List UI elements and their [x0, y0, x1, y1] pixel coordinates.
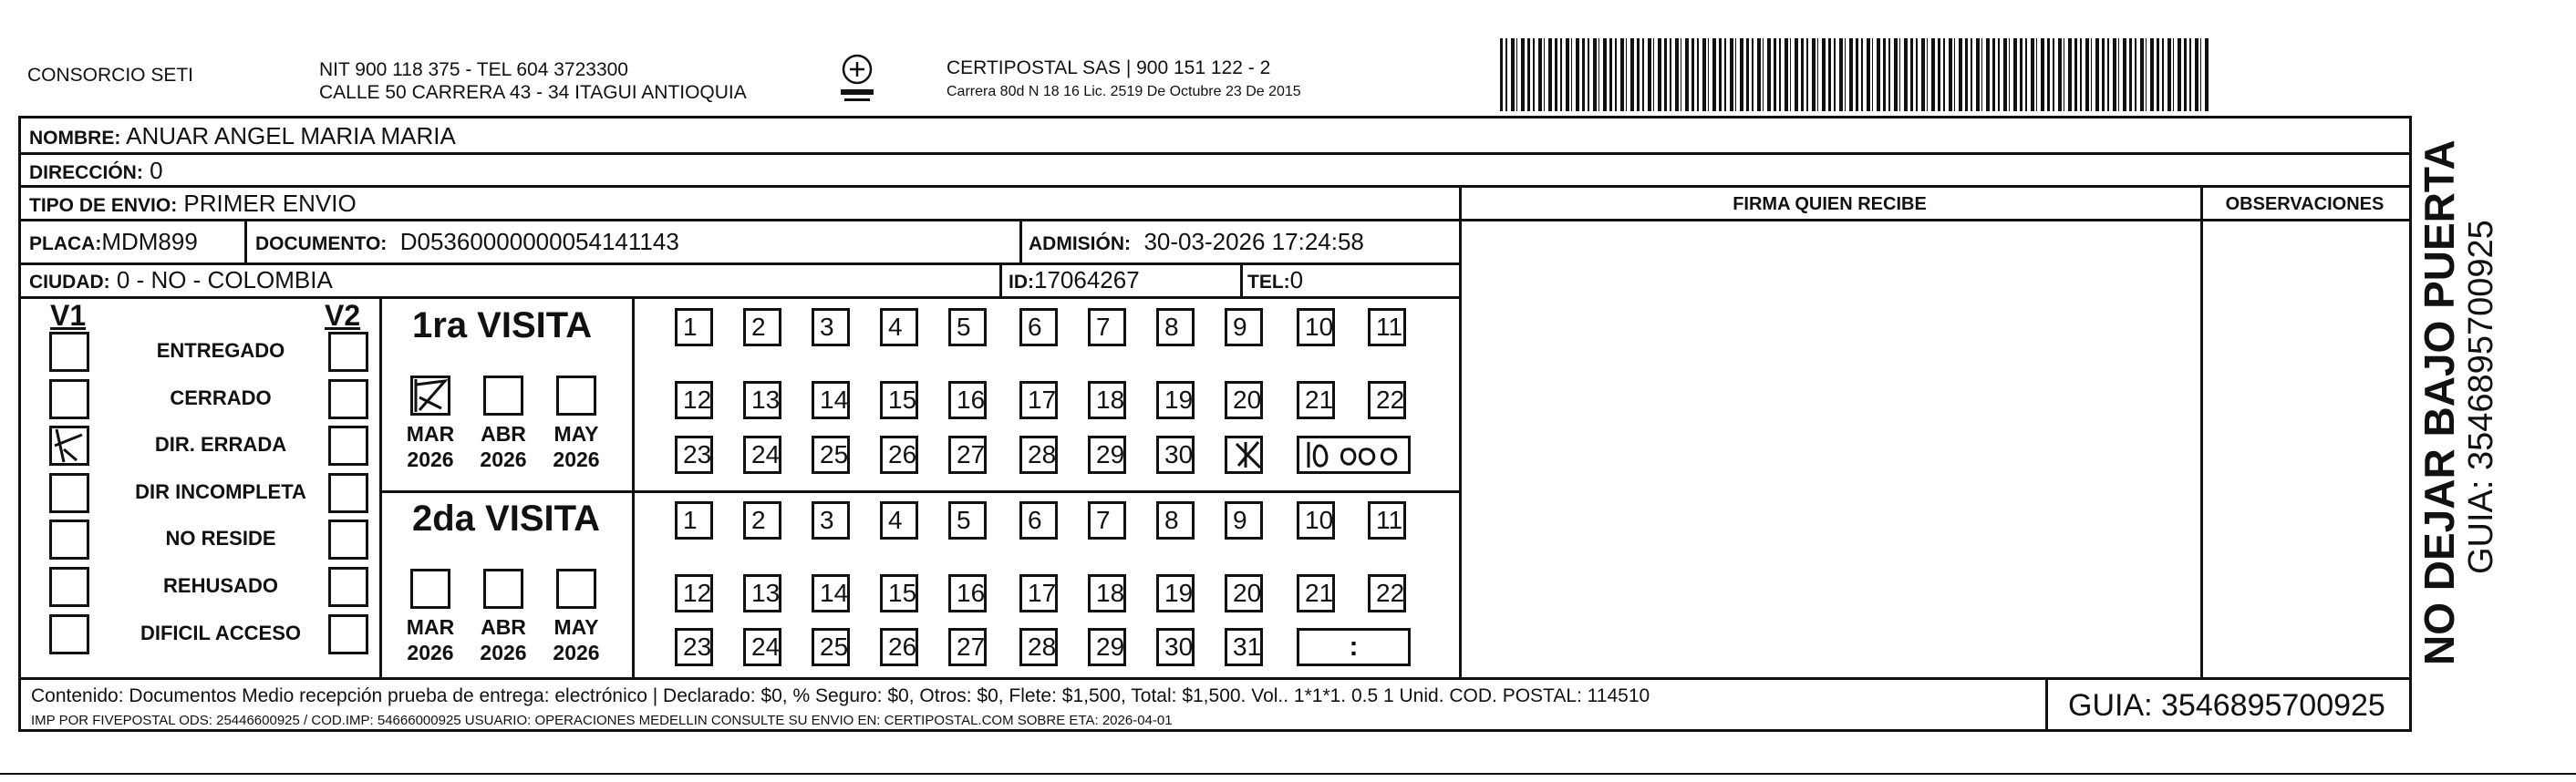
day-box[interactable]: 28	[1019, 436, 1058, 474]
day-box[interactable]: 25	[812, 436, 850, 474]
day-box[interactable]: 19	[1156, 574, 1195, 612]
day-box[interactable]: 7	[1088, 308, 1126, 346]
day-box[interactable]: 1	[675, 308, 713, 346]
day-box[interactable]: 30	[1156, 436, 1195, 474]
day-box[interactable]: 8	[1156, 501, 1195, 540]
day-box[interactable]: 20	[1225, 381, 1263, 419]
id-row: ID:17064267	[1009, 266, 1140, 293]
day-box[interactable]: 8	[1156, 308, 1195, 346]
month-checkbox[interactable]	[483, 569, 523, 609]
day-box[interactable]: 9	[1225, 501, 1263, 540]
day-box[interactable]: 21	[1297, 574, 1335, 612]
documento-row: DOCUMENTO: D05360000000054141143	[255, 228, 679, 255]
company-name: CONSORCIO SETI	[27, 65, 194, 86]
footer-guia: GUIA: 3546895700925	[2068, 688, 2385, 723]
month-name: MAY	[553, 422, 599, 446]
day-box[interactable]: 29	[1088, 436, 1126, 474]
day-box[interactable]: 2	[743, 308, 781, 346]
placa-value: MDM899	[101, 228, 198, 255]
day-box[interactable]: 22	[1368, 574, 1406, 612]
day-box[interactable]: 12	[675, 574, 713, 612]
day-box[interactable]: 4	[880, 308, 918, 346]
placa-row: PLACA:MDM899	[29, 228, 198, 255]
day-box[interactable]: 6	[1019, 501, 1058, 540]
day-box[interactable]: 22	[1368, 381, 1406, 419]
v2-checkbox[interactable]	[328, 567, 368, 607]
certipostal-logo-icon	[837, 51, 877, 91]
company-address: CALLE 50 CARRERA 43 - 34 ITAGUI ANTIOQUIA	[319, 82, 747, 103]
day-box[interactable]: 11	[1368, 308, 1406, 346]
day-box[interactable]: 11	[1368, 501, 1406, 540]
day-box[interactable]: 16	[948, 381, 987, 419]
handwritten-mark-icon	[1233, 438, 1266, 471]
v1-checkbox[interactable]	[49, 332, 89, 372]
day-box[interactable]: 14	[812, 381, 850, 419]
tipo-envio-value: PRIMER ENVIO	[183, 190, 357, 217]
v1-checkbox[interactable]	[49, 567, 89, 607]
day-box[interactable]: 15	[880, 381, 918, 419]
month-label	[471, 614, 535, 665]
month-checkbox[interactable]	[483, 376, 523, 416]
day-box[interactable]: 20	[1225, 574, 1263, 612]
barcode	[1500, 38, 2211, 111]
day-box[interactable]: 13	[743, 574, 781, 612]
day-box[interactable]: 24	[743, 436, 781, 474]
v1-checkbox[interactable]	[49, 473, 89, 513]
day-box[interactable]: 10	[1297, 501, 1335, 540]
imp-text: IMP POR FIVEPOSTAL ODS: 25446600925 / COD.IMP: 54666000925 USUARIO: OPERACIONES MEDELLIN CONSULTE SU ENVIO EN: CERTIPOSTAL.COM SOBRE ETA: 2026-04-01	[31, 713, 1173, 728]
side-guia: GUIA: 3546895700925	[2462, 220, 2500, 574]
day-box[interactable]: 6	[1019, 308, 1058, 346]
month-year: 2026	[407, 448, 454, 471]
month-year: 2026	[480, 641, 527, 664]
day-box[interactable]: 23	[675, 436, 713, 474]
day-box[interactable]	[1225, 436, 1263, 474]
direccion-row: DIRECCIÓN: 0	[29, 157, 163, 184]
day-box[interactable]: 7	[1088, 501, 1126, 540]
ciudad-row: CIUDAD: 0 - NO - COLOMBIA	[29, 266, 333, 293]
handwritten-mark-icon	[49, 426, 89, 466]
day-box[interactable]: 27	[948, 628, 987, 666]
option-label: DIR INCOMPLETA	[135, 480, 306, 503]
day-box[interactable]: 13	[743, 381, 781, 419]
handwritten-time-icon	[1299, 438, 1407, 471]
day-box[interactable]: 30	[1156, 628, 1195, 666]
month-checkbox[interactable]	[410, 569, 450, 609]
day-box[interactable]: 23	[675, 628, 713, 666]
day-box[interactable]: 29	[1088, 628, 1126, 666]
v1-checkbox[interactable]	[49, 379, 89, 419]
documento-value: D05360000000054141143	[399, 228, 679, 255]
day-box[interactable]: 28	[1019, 628, 1058, 666]
handwritten-mark-icon	[410, 376, 450, 416]
option-label: CERRADO	[170, 386, 272, 409]
option-label: NO RESIDE	[165, 527, 276, 550]
day-box[interactable]: 25	[812, 628, 850, 666]
month-name: ABR	[481, 615, 526, 639]
v2-checkbox[interactable]	[328, 332, 368, 372]
side-title: NO DEJAR BAJO PUERTA	[2416, 139, 2463, 665]
observaciones-label: OBSERVACIONES	[2225, 194, 2385, 214]
contenido-text: Contenido: Documentos Medio recepción prueba de entrega: electrónico | Declarado: $0, % Seguro: $0, Otros: $0, Flete: $1,500, Total: $1,500. Vol.. 1*1*1. 0.5 1 Unid. COD. POSTAL: 114510	[31, 685, 1650, 706]
day-box[interactable]: 16	[948, 574, 987, 612]
time-box[interactable]	[1297, 436, 1411, 474]
month-name: MAR	[406, 615, 455, 639]
day-box[interactable]: 26	[880, 436, 918, 474]
month-year: 2026	[553, 641, 600, 664]
id-value: 17064267	[1034, 266, 1140, 293]
firma-label: FIRMA QUIEN RECIBE	[1733, 194, 1927, 214]
month-name: MAY	[553, 615, 599, 639]
month-label	[398, 614, 462, 665]
tel-row: TEL:0	[1247, 266, 1304, 293]
day-box[interactable]: 24	[743, 628, 781, 666]
tipo-envio-row: TIPO DE ENVIO: PRIMER ENVIO	[29, 190, 357, 217]
option-label: REHUSADO	[163, 574, 278, 597]
month-checkbox[interactable]	[556, 376, 596, 416]
day-box[interactable]: 12	[675, 381, 713, 419]
month-label	[398, 421, 462, 472]
day-box[interactable]: 26	[880, 628, 918, 666]
time-box[interactable]: :	[1297, 628, 1411, 666]
day-box[interactable]: 5	[948, 308, 987, 346]
day-box[interactable]: 15	[880, 574, 918, 612]
option-label: DIFICIL ACCESO	[140, 622, 301, 644]
day-box[interactable]: 2	[743, 501, 781, 540]
month-checkbox[interactable]	[556, 569, 596, 609]
day-box[interactable]: 3	[812, 501, 850, 540]
day-box[interactable]: 31	[1225, 628, 1263, 666]
first-visit-label: 1ra VISITA	[412, 305, 593, 345]
nombre-row: NOMBRE: ANUAR ANGEL MARIA MARIA	[29, 122, 456, 149]
day-box[interactable]: 19	[1156, 381, 1195, 419]
day-box[interactable]: 4	[880, 501, 918, 540]
month-name: MAR	[406, 422, 455, 446]
day-box[interactable]: 21	[1297, 381, 1335, 419]
v2-checkbox[interactable]	[328, 520, 368, 560]
second-visit-label: 2da VISITA	[412, 499, 600, 539]
month-name: ABR	[481, 422, 526, 446]
option-label: DIR. ERRADA	[154, 433, 287, 456]
tel-value: 0	[1289, 266, 1304, 293]
day-box[interactable]: 3	[812, 308, 850, 346]
v1-checkbox[interactable]	[49, 614, 89, 654]
admision-value: 30-03-2026 17:24:58	[1143, 228, 1364, 255]
v2-label: V2	[325, 299, 361, 332]
month-label	[544, 421, 608, 472]
direccion-value: 0	[150, 157, 163, 184]
day-box[interactable]: 9	[1225, 308, 1263, 346]
day-box[interactable]: 17	[1019, 574, 1058, 612]
month-label	[471, 421, 535, 472]
nombre-value: ANUAR ANGEL MARIA MARIA	[126, 122, 456, 149]
month-year: 2026	[553, 448, 600, 471]
v2-checkbox[interactable]	[328, 379, 368, 419]
v2-checkbox[interactable]	[328, 614, 368, 654]
v2-checkbox[interactable]	[328, 473, 368, 513]
month-year: 2026	[407, 641, 454, 664]
carrier-license: Carrera 80d N 18 16 Lic. 2519 De Octubre 23 De 2015	[947, 84, 1301, 99]
day-box[interactable]: 18	[1088, 574, 1126, 612]
day-box[interactable]: 14	[812, 574, 850, 612]
option-label: ENTREGADO	[156, 339, 285, 362]
month-year: 2026	[480, 448, 527, 471]
month-label	[544, 614, 608, 665]
day-box[interactable]: 17	[1019, 381, 1058, 419]
carrier-name: CERTIPOSTAL SAS | 900 151 122 - 2	[947, 57, 1271, 78]
day-box[interactable]: 10	[1297, 308, 1335, 346]
v2-checkbox[interactable]	[328, 426, 368, 466]
company-nit: NIT 900 118 375 - TEL 604 3723300	[319, 59, 628, 80]
day-box[interactable]: 1	[675, 501, 713, 540]
day-box[interactable]: 5	[948, 501, 987, 540]
admision-row: ADMISIÓN: 30-03-2026 17:24:58	[1029, 228, 1364, 255]
ciudad-value: 0 - NO - COLOMBIA	[116, 266, 333, 293]
v1-checkbox[interactable]	[49, 520, 89, 560]
day-box[interactable]: 27	[948, 436, 987, 474]
v1-label: V1	[50, 299, 87, 332]
day-box[interactable]: 18	[1088, 381, 1126, 419]
